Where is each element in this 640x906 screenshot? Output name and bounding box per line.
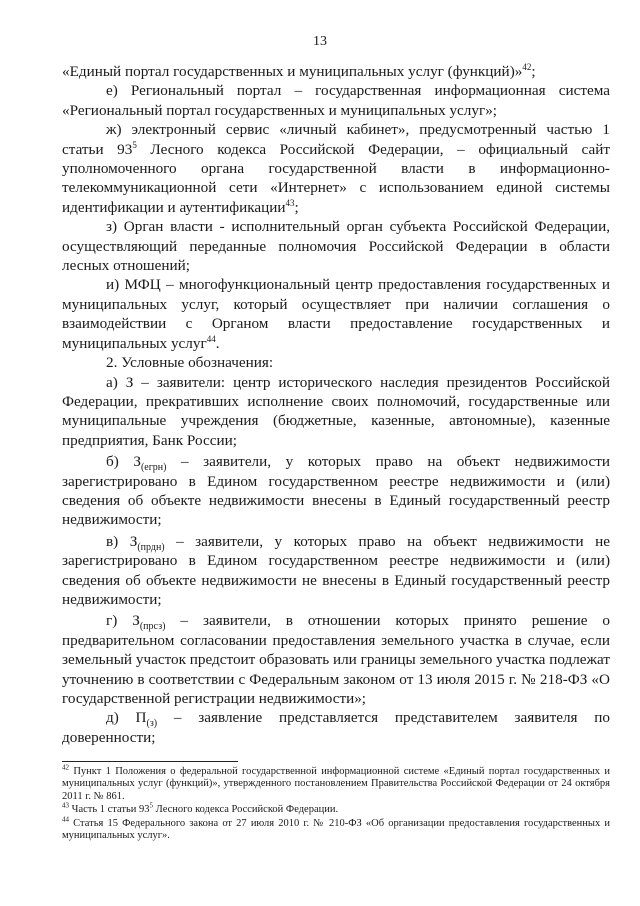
paragraph-text: б) З <box>106 453 141 471</box>
footnote-text: Пункт 1 Положения о федеральной государственной информационной системе «Единый портал государственных и муниципальных услуг (функций)», утвержденного постановлением Правительства Российской Федерации от 24 октября 2011 г. № 861. <box>62 766 610 802</box>
paragraph-g <box>62 611 610 708</box>
paragraph-end: . <box>215 334 220 352</box>
paragraph-text: г) З <box>106 612 140 630</box>
paragraph-portal-name <box>62 62 610 81</box>
paragraph-text: ж) электронный сервис «личный кабинет», предусмотренный частью 1 статьи 93 <box>62 121 610 158</box>
footnote-text: Статья 15 Федерального закона от 27 июля 2010 г. № 210-ФЗ «Об организации предоставления государственных и муниципальных услуг». <box>62 817 610 842</box>
symbol-subscript: (прдн) <box>137 541 165 553</box>
footnote-number: 43 <box>62 801 69 810</box>
footnote-number: 44 <box>62 815 69 824</box>
symbol-subscript: (егрн) <box>140 462 167 474</box>
footnote-ref: 44 <box>206 333 216 344</box>
paragraph-b <box>62 452 610 530</box>
footnote-ref: 42 <box>522 61 532 72</box>
symbol-subscript: (з) <box>146 718 158 730</box>
paragraph-z: з) Орган власти - исполнительный орган субъекта Российской Федерации, осуществляющий переданные полномочия Российской Федерации в области лесных отношений; <box>62 218 610 275</box>
article-superscript: 5 <box>132 139 137 150</box>
footnote-number: 42 <box>62 763 69 772</box>
paragraph-text: – заявители, у которых право на объект недвижимости зарегистрировано в Едином государственном реестре недвижимости и (или) сведения об объекте недвижимости внесены в Единый государственный реестр недвижимости; <box>62 453 611 529</box>
paragraph-text: – заявители, у которых право на объект недвижимости не зарегистрировано в Едином государственном реестре недвижимости и (или) сведения об объекте недвижимости не внесены в Единый государственный реестр недвижимости; <box>62 532 610 608</box>
footnotes-block <box>62 763 610 843</box>
paragraph-text: – заявление представляется представителем заявителя по доверенности; <box>62 709 610 746</box>
footnote-ref: 43 <box>285 197 295 208</box>
page-number: 13 <box>313 34 327 49</box>
footnote-text: Часть 1 статьи 93 <box>69 804 150 816</box>
paragraph-zh <box>62 120 610 217</box>
footnote-divider <box>62 761 238 762</box>
footnote-text: Лесного кодекса Российской Федерации. <box>153 804 339 816</box>
footnote-44 <box>62 815 610 843</box>
paragraph-v <box>62 532 610 610</box>
paragraph-text: и) МФЦ – многофункциональный центр предоставления государственных и муниципальных услуг, который осуществляет при наличии соглашения о взаимодействии с Органом власти предоставление государственных и муниципальных услуг <box>62 276 610 352</box>
paragraph-end: ; <box>531 63 536 80</box>
paragraph-text: «Единый портал государственных и муниципальных услуг (функций)» <box>62 63 523 80</box>
paragraph-text: в) З <box>106 532 138 550</box>
symbol-subscript: (прсз) <box>139 621 166 633</box>
footnote-42 <box>62 763 610 803</box>
paragraph-text: д) П <box>106 709 147 727</box>
section-heading-symbols: 2. Условные обозначения: <box>106 354 274 372</box>
paragraph-d <box>62 708 610 747</box>
paragraph-text: Лесного кодекса Российской Федерации, – официальный сайт уполномоченного органа государственной власти в информационно-телекоммуникационной сети «Интернет» с использованием единой системы идентификации и аутентификации <box>62 140 610 216</box>
paragraph-text: – заявители, в отношении которых принято решение о предварительном согласовании предоставления земельного участка в случае, если земельный участок предстоит образовать или границы земельного участка подлежат уточнению в соответствии с Федеральным законом от 13 июля 2015 г. № 218-ФЗ «О государственной регистрации недвижимости»; <box>62 612 610 707</box>
paragraph-e: е) Региональный портал – государственная информационная система «Региональный портал государственных и муниципальных услуг»; <box>62 82 610 119</box>
document-body <box>62 62 610 747</box>
paragraph-a: а) З – заявители: центр исторического наследия президентов Российской Федерации, прекративших исполнение своих полномочий, государственные или муниципальные учреждения (бюджетные, казенные, автономные), казенные предприятия, Банк России; <box>62 373 610 449</box>
paragraph-i <box>62 275 610 353</box>
article-superscript: 5 <box>149 801 154 810</box>
footnote-43 <box>62 801 610 816</box>
paragraph-end: ; <box>294 198 299 216</box>
